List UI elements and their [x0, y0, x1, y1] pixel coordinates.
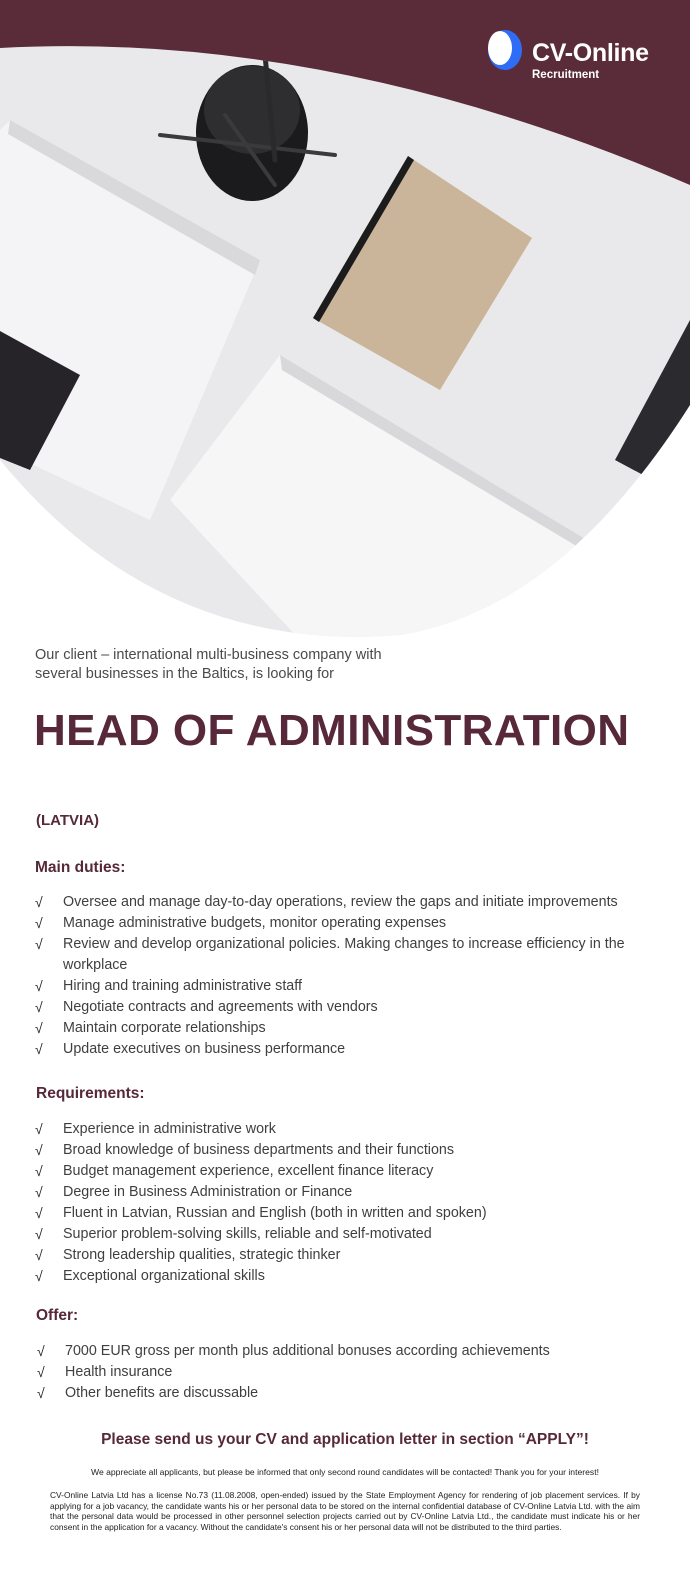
list-item: √ Budget management experience, excellent finance literacy	[35, 1161, 655, 1182]
job-location: (LATVIA)	[36, 812, 100, 829]
brand-logo[interactable]	[486, 30, 666, 86]
check-icon: √	[35, 915, 43, 931]
check-icon: √	[35, 1205, 43, 1221]
list-item: √ Hiring and training administrative staff	[35, 976, 655, 997]
list-item: √ 7000 EUR gross per month plus additional bonuses according achievements	[37, 1341, 657, 1362]
list-item: √ Degree in Business Administration or Finance	[35, 1182, 655, 1203]
job-title: HEAD OF ADMINISTRATION	[34, 706, 630, 755]
offer-list	[37, 1341, 657, 1404]
check-icon: √	[35, 1142, 43, 1158]
brand-tagline: Recruitment	[532, 69, 600, 81]
check-icon: √	[37, 1385, 45, 1401]
check-icon: √	[35, 1268, 43, 1284]
main-duties-list	[35, 892, 655, 1060]
check-icon: √	[35, 1247, 43, 1263]
list-item: √ Broad knowledge of business departments and their functions	[35, 1140, 655, 1161]
list-item: √ Maintain corporate relationships	[35, 1018, 655, 1039]
apply-call-to-action: Please send us your CV and application letter in section “APPLY”!	[101, 1431, 589, 1448]
list-item: √ Review and develop organizational policies. Making changes to increase efficiency in the workplace	[35, 936, 625, 973]
check-icon: √	[35, 1163, 43, 1179]
list-item: √ Other benefits are discussable	[37, 1383, 657, 1404]
check-icon: √	[35, 936, 43, 952]
list-item: √ Negotiate contracts and agreements with vendors	[35, 997, 655, 1018]
list-item: √ Exceptional organizational skills	[35, 1266, 655, 1287]
check-icon: √	[35, 999, 43, 1015]
check-icon: √	[35, 1184, 43, 1200]
list-item: √ Experience in administrative work	[35, 1119, 655, 1140]
requirements-list	[35, 1119, 655, 1287]
intro-text: Our client – international multi-business company with several businesses in the Baltics, is looking for	[35, 647, 382, 682]
thank-you-note: We appreciate all applicants, but please be informed that only second round candidates will be contacted! Thank you for your interest!	[91, 1467, 599, 1477]
check-icon: √	[37, 1364, 45, 1380]
list-item: √ Strong leadership qualities, strategic thinker	[35, 1245, 655, 1266]
section-heading-main-duties: Main duties:	[35, 859, 126, 876]
list-item: √ Superior problem-solving skills, reliable and self-motivated	[35, 1224, 655, 1245]
hero-banner	[0, 0, 690, 640]
check-icon: √	[35, 1041, 43, 1057]
check-icon: √	[35, 894, 43, 910]
check-icon: √	[37, 1343, 45, 1359]
brand-name: CV-Online	[532, 39, 649, 67]
check-icon: √	[35, 1020, 43, 1036]
section-heading-requirements: Requirements:	[36, 1085, 145, 1102]
hero-illustration	[0, 0, 690, 640]
list-item: √ Update executives on business performance	[35, 1039, 655, 1060]
section-heading-offer: Offer:	[36, 1307, 79, 1324]
legal-disclaimer: CV-Online Latvia Ltd has a license No.73 (11.08.2008, open-ended) issued by the State Employment Agency for rendering of job placement services. If by applying for a job vacancy, the candidate wants his or her personal data to be stored on the internal confidential database of CV-Online Latvia Ltd. with the aim that the personal data would be processed in other personnel selection projects carried out by CV-Online Latvia Ltd., the candidate must indicate his or her consent in the application for a vacancy. Without the candidate's consent his or her personal data will not be distributed to the third parties.	[50, 1490, 640, 1532]
list-item: √ Oversee and manage day-to-day operations, review the gaps and initiate improvements	[35, 892, 655, 913]
list-item: √ Fluent in Latvian, Russian and English (both in written and spoken)	[35, 1203, 655, 1224]
list-item: √ Health insurance	[37, 1362, 657, 1383]
check-icon: √	[35, 978, 43, 994]
check-icon: √	[35, 1226, 43, 1242]
check-icon: √	[35, 1121, 43, 1137]
list-item: √ Manage administrative budgets, monitor operating expenses	[35, 913, 655, 934]
